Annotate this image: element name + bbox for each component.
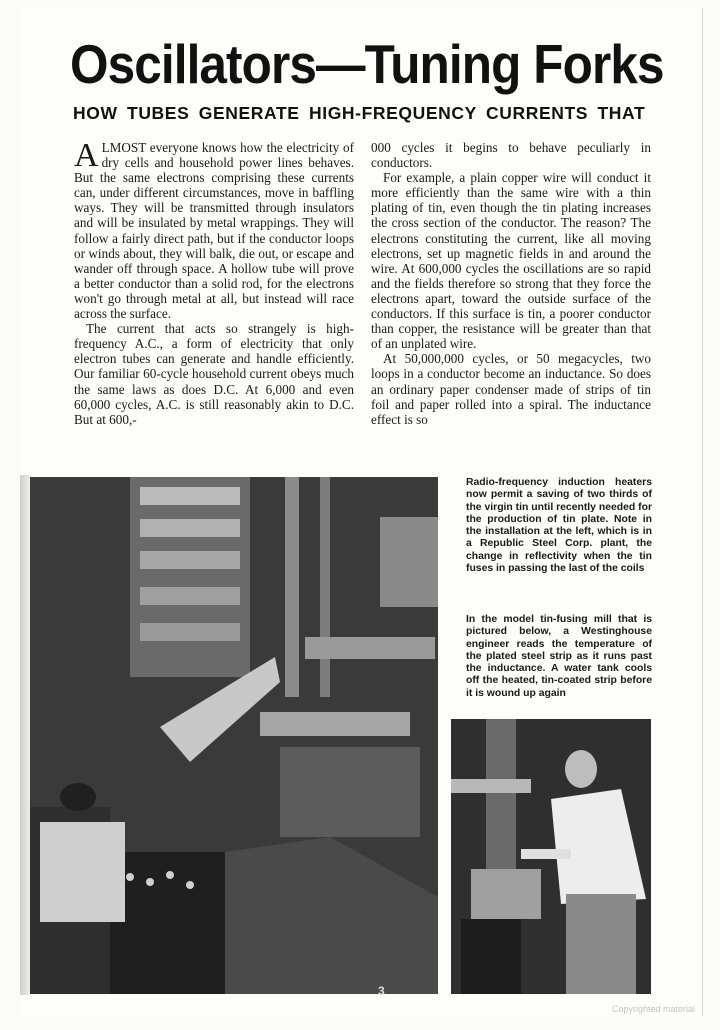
paragraph-4: For example, a plain copper wire will conduct it more efficiently than the same wire with a thin plating of tin, even though the tin plating increases the cross section of the conductor. The reason? The electrons constituting the current, like all moving electrons, set up magnetic fields in and around the wire. At 600,000 cycles the oscillations are so rapid and the fields therefore so strong that they force the electrons apart, toward the outside surface of the conductors. If this surface is tin, a poorer conductor than copper, the resistance will be greater than that of an unplated wire.: [371, 170, 651, 352]
article-title: Oscillators—Tuning Forks: [70, 33, 664, 95]
article-subtitle: HOW TUBES GENERATE HIGH-FREQUENCY CURRENTS THAT: [73, 103, 646, 123]
paragraph-1-text: LMOST everyone knows how the electricity of dry cells and household power lines behaves. But the same electrons comprising these currents can, under different circumstances, move in baffling ways. They will be transmitted through insulators and will be insulated by metal wrappings. They will follow a fairly direct path, but if the conductor loops or winds about, they will balk, die out, or escape and wander off through space. A hollow tube will prove a better conductor than a solid rod, for the electrons won't go through metal at all, but instead will race across the surface.: [74, 140, 354, 322]
paragraph-1: [74, 137, 354, 322]
industrial-machinery-photo: [30, 477, 438, 994]
paragraph-3: 000 cycles it begins to behave peculiarly in conductors.: [371, 140, 651, 171]
photo-edge-strip: [20, 475, 30, 995]
paragraph-5: At 50,000,000 cycles, or 50 megacycles, two loops in a conductor become an inductance. So does an ordinary paper condenser made of strips of tin foil and paper rolled into a spiral. The inductance effect is so: [371, 351, 651, 427]
drop-cap: A: [74, 137, 99, 174]
copyright-watermark: Copyrighted material: [612, 1004, 696, 1014]
page-number: 3: [378, 984, 385, 998]
engineer-illustration-icon: [451, 719, 651, 994]
right-text-column: [371, 140, 651, 427]
machinery-illustration-icon: [30, 477, 438, 994]
paragraph-2: The current that acts so strangely is high-frequency A.C., a form of electricity that only electron tubes can generate and handle efficiently. Our familiar 60-cycle household current obeys much the same laws as does D.C. At 6,000 and even 60,000 cycles, A.C. is still reasonably akin to D.C. But at 600,-: [74, 321, 354, 427]
photo-caption-2: In the model tin-fusing mill that is pictured below, a Westinghouse engineer reads the temperature of the plated steel strip as it runs past the inductance. A water tank cools off the heated, tin-coated strip before it is wound up again: [466, 614, 652, 699]
photo-caption-1: Radio-frequency induction heaters now permit a saving of two thirds of the virgin tin until recently needed for the production of tin plate. Note in the installation at the left, which is in a Republic Steel Corp. plant, the change in reflectivity when the tin fuses in passing the last of the coils: [466, 477, 652, 575]
engineer-photo: [451, 719, 651, 994]
left-text-column: [74, 137, 354, 427]
